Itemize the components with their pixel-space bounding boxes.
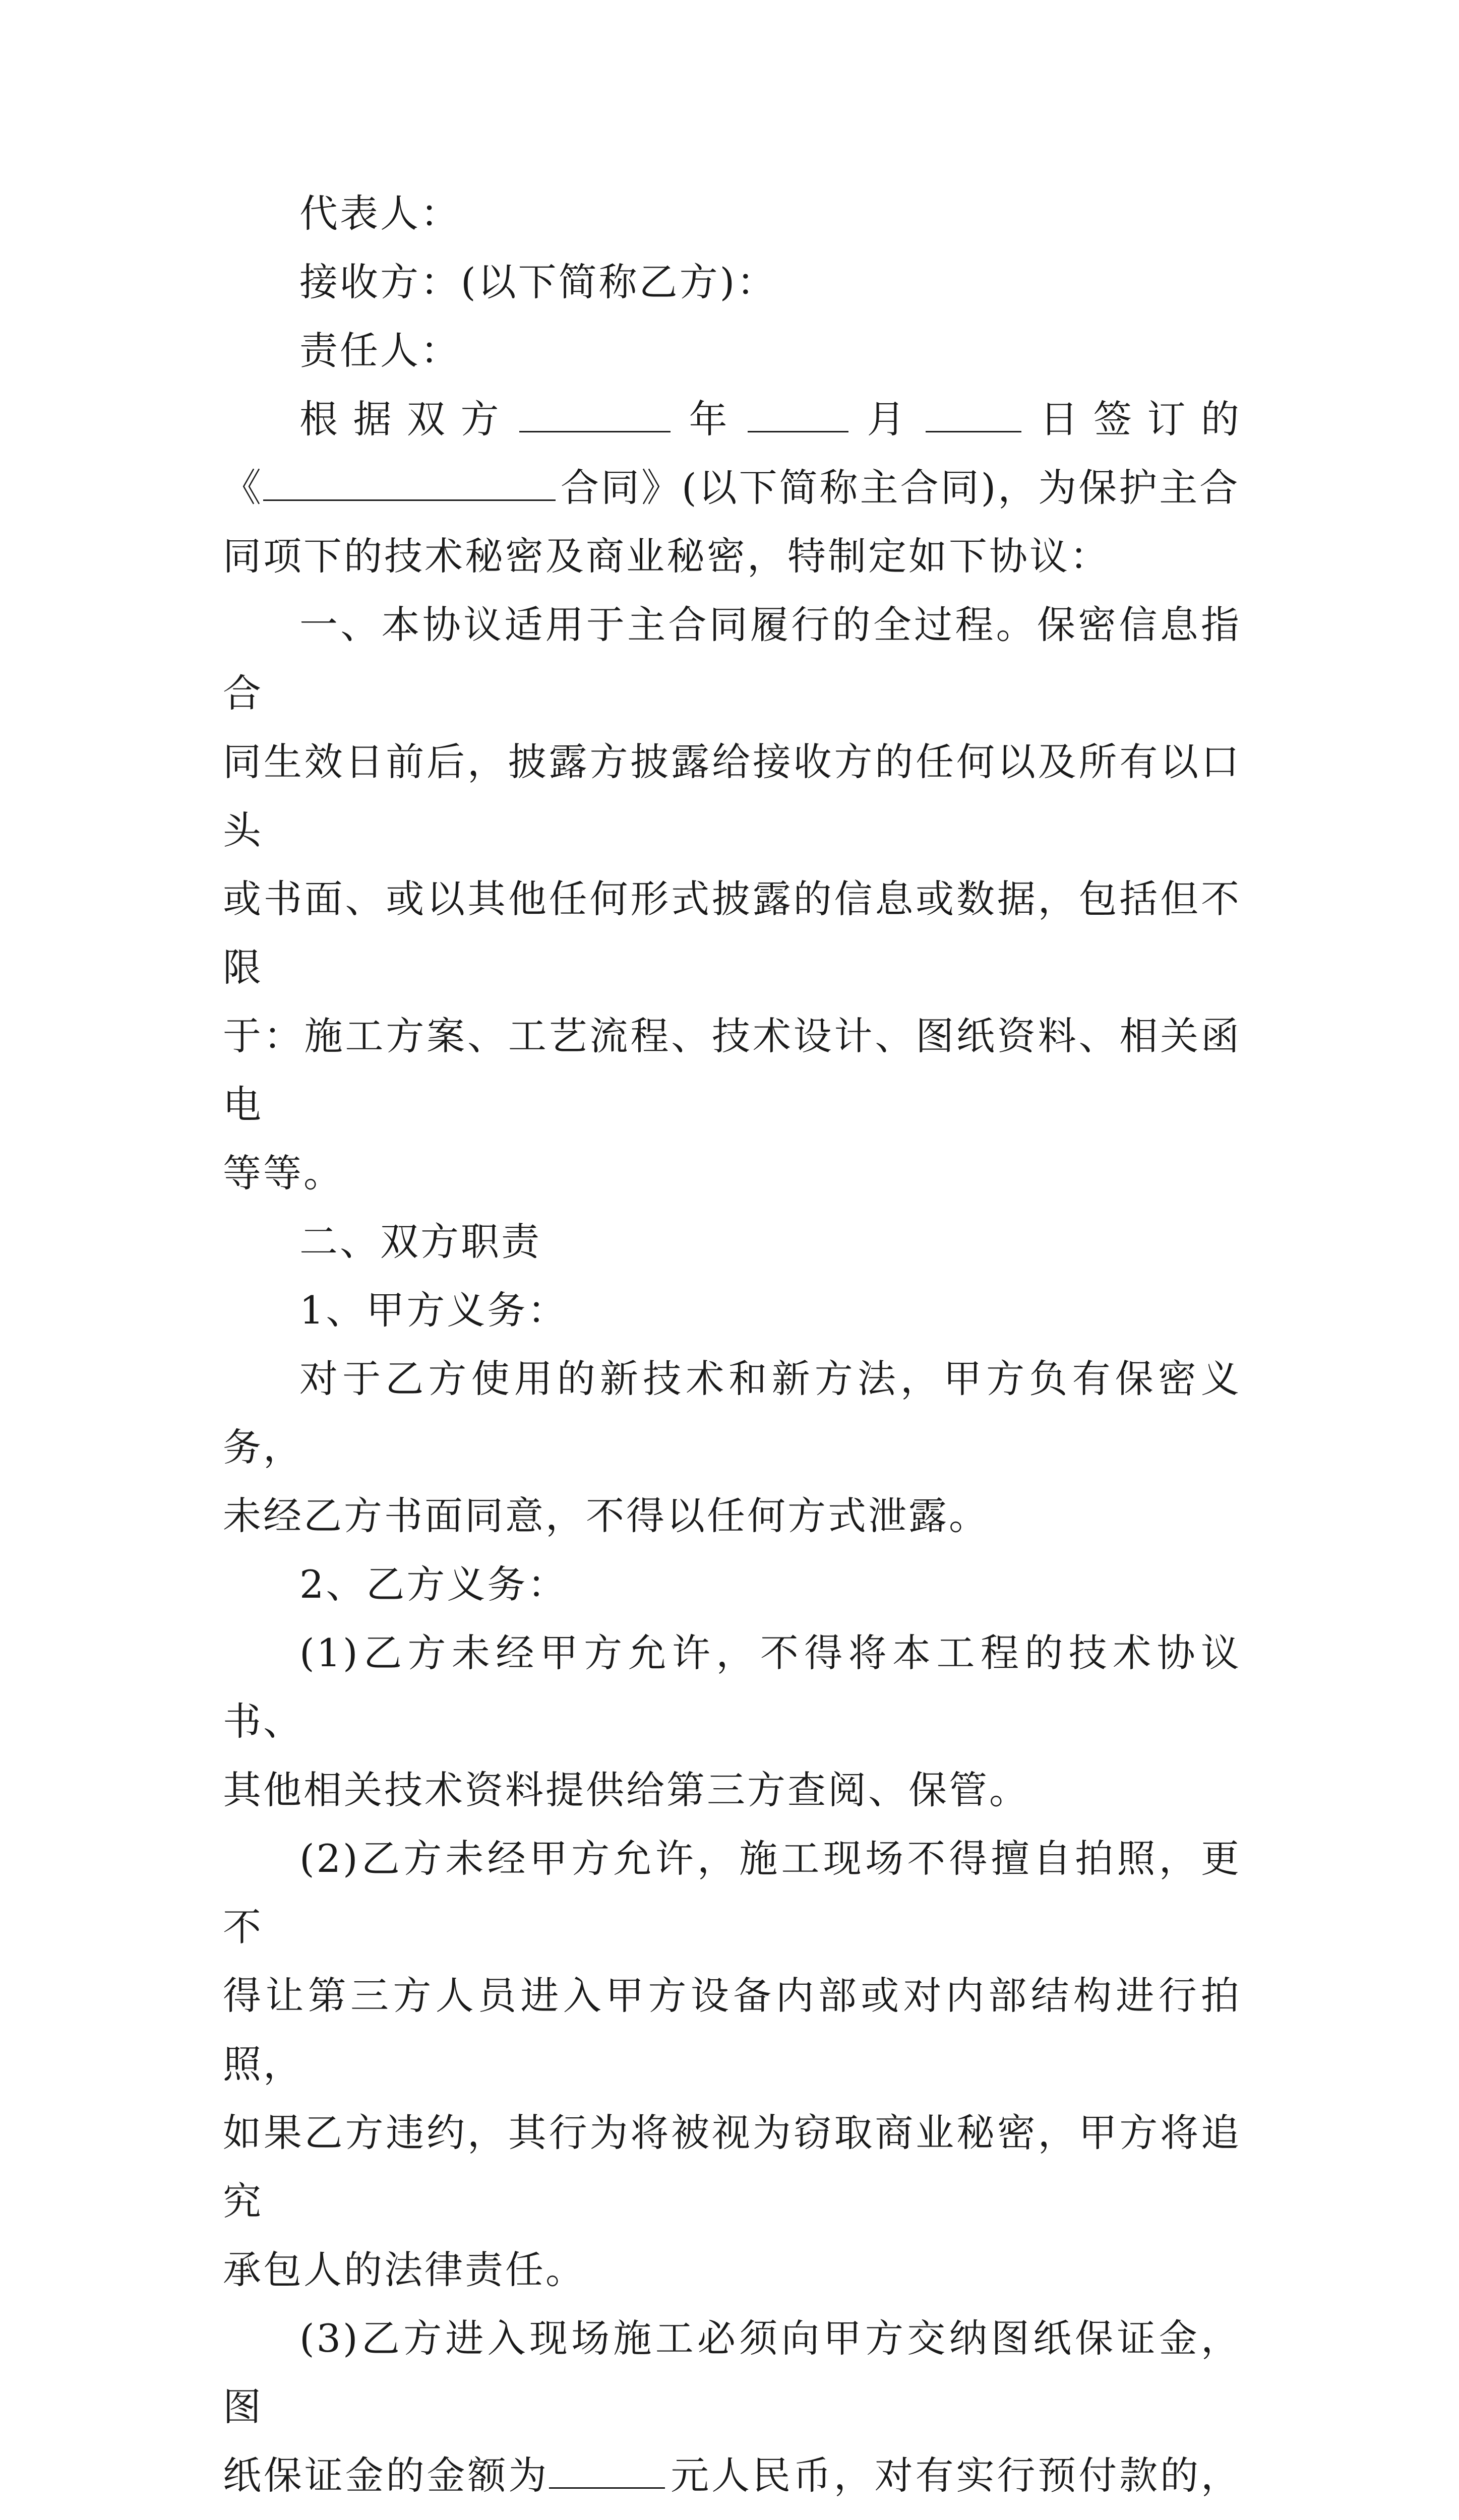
section-1-text: 于：施工方案、工艺流程、技术设计、图纸资料、相关函电 [223,1014,1241,1127]
party-b-title: 2、乙方义务： [299,1562,568,1607]
party-b-item-2-text: 得让第三方人员进入甲方设备内部或对内部结构进行拍照， [223,1973,1241,2087]
section-2-heading [223,1208,1241,1276]
contract-text: 合同》(以下简称主合同)，为保护主合 [561,465,1240,510]
party-b-item-3-text: 元人民币，对有实行预付款的， [670,2453,1242,2498]
deposit-amount-blank [549,2452,665,2489]
signed-label: 日签订的 [1026,397,1241,442]
month-label: 月 [854,397,921,442]
section-1-text: 同生效日前后，披露方披露给接收方的任何以及所有以口头 [223,739,1241,853]
party-b-heading [223,1550,1241,1619]
representative-line [223,179,1241,248]
party-b-item-2-line-1 [223,1824,1241,1962]
party-b-item-2-line-2 [223,1962,1241,2099]
party-b-item-3-line-1 [223,2304,1241,2441]
party-b-item-2-line-3 [223,2099,1241,2236]
party-a-line-2 [223,1482,1241,1550]
contract-name-blank [263,464,556,501]
basis-text: 根据双方 [299,397,514,442]
section-1-line-2 [223,728,1241,865]
open-title-mark: 《 [223,465,263,510]
party-b-item-2-text: 承包人的法律责任。 [223,2247,586,2292]
section-1-text: 一、本协议适用于主合同履行的全过程。保密信息指合 [223,602,1241,716]
responsible-label: 责任人： [299,328,461,373]
day-blank [926,396,1021,432]
basis-line-1 [223,385,1241,454]
section-1-line-4 [223,1002,1241,1139]
party-a-heading [223,1276,1241,1345]
party-a-text: 对于乙方使用的新技术和新方法，甲方负有保密义务， [223,1356,1241,1470]
year-blank [519,396,671,432]
party-a-title: 1、甲方义务： [299,1288,568,1333]
representative-label: 代表人： [299,191,461,236]
section-1-text: 等等。 [223,1151,344,1195]
party-b-item-1-line-2 [223,1756,1241,1824]
section-1-line-3 [223,865,1241,1002]
document-body [223,179,1241,2520]
party-b-item-1-text: 其他相关技术资料提供给第三方查阅、保管。 [223,1768,1029,1812]
party-b-item-3-text: (3)乙方进入现场施工必须向甲方交纳图纸保证金，图 [223,2316,1241,2429]
month-blank [748,396,848,432]
section-1-line-1 [223,591,1241,728]
section-1-line-5 [223,1139,1241,1208]
party-a-text: 未经乙方书面同意，不得以任何方式泄露。 [223,1493,989,1538]
party-b-item-1-text: (1)乙方未经甲方允许，不得将本工程的技术协议书、 [223,1630,1241,1744]
responsible-line [223,317,1241,385]
section-2-title: 二、双方职责 [299,1219,541,1264]
year-label: 年 [676,397,743,442]
receiver-label: 接收方：(以下简称乙方)： [299,260,777,304]
party-b-item-2-text: (2)乙方未经甲方允许，施工现场不得擅自拍照，更不 [223,1836,1241,1949]
party-b-item-2-line-4 [223,2236,1241,2304]
basis-text: 同项下的技术秘密及商业秘密，特制定如下协议： [223,534,1110,579]
party-b-item-2-text: 如果乙方违约，其行为将被视为窃取商业秘密，甲方将追究 [223,2110,1241,2224]
basis-line-2 [223,454,1241,522]
basis-line-3 [223,522,1241,591]
party-b-item-1-line-1 [223,1619,1241,1756]
section-1-text: 或书面、或以其他任何形式披露的信息或数据，包括但不限 [223,876,1241,990]
party-a-line-1 [223,1345,1241,1482]
party-b-item-3-line-2 [223,2441,1241,2520]
party-b-item-3-text: 纸保证金的金额为 [223,2453,550,2498]
receiver-line [223,248,1241,317]
